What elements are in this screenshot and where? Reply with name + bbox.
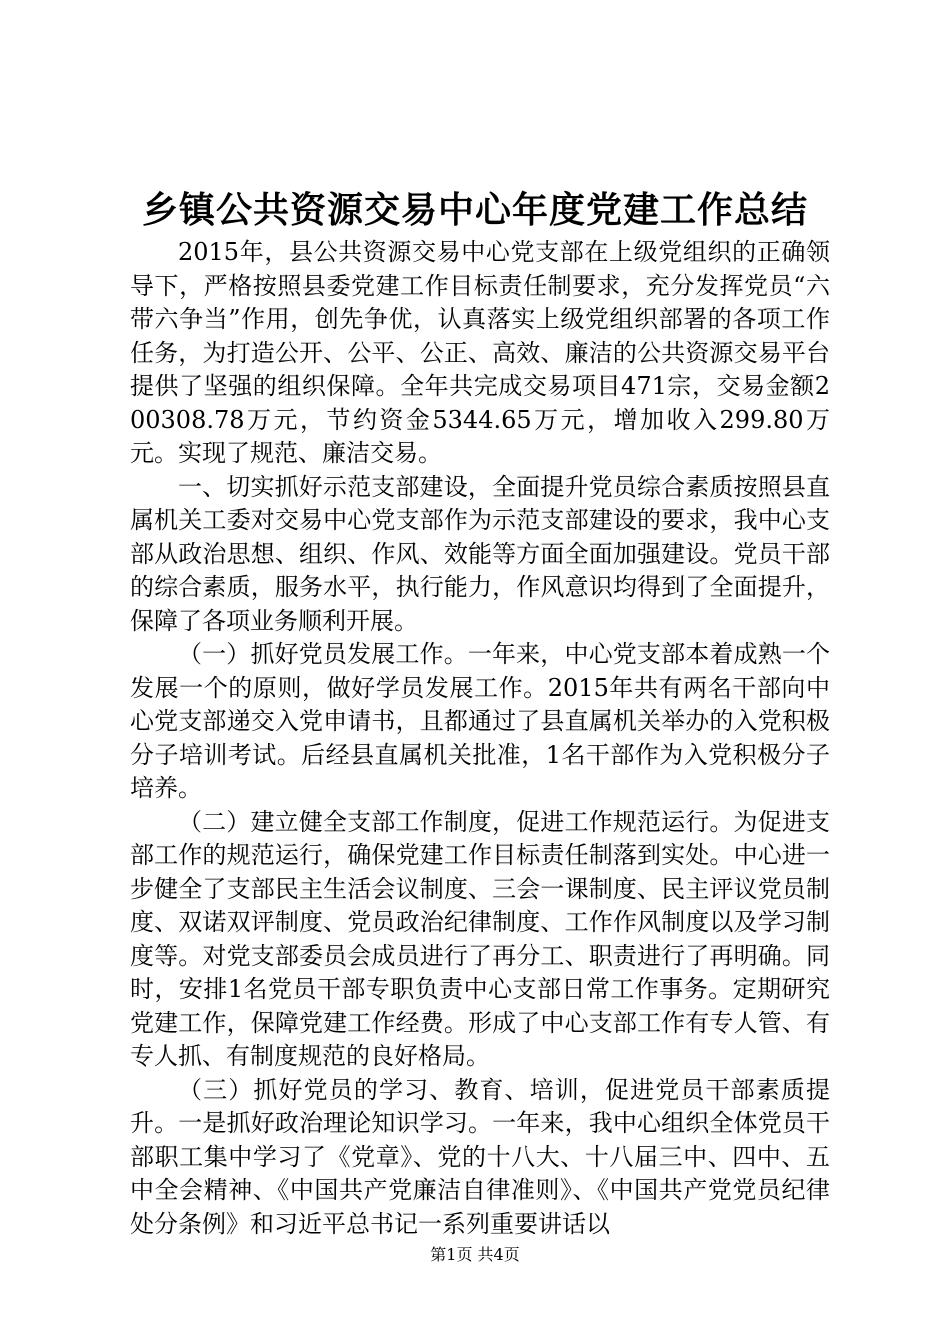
paragraph-subsection-three: （三）抓好党员的学习、教育、培训，促进党员干部素质提升。一是抓好政治理论知识学习。一年来，我中心组织全体党员干部职工集中学习了《党章》、党的十八大、十八届三中、四中、五中全会精神、《中国共产党廉洁自律准则》、《中国共产党党员纪律处分条例》和习近平总书记一系列重要讲话以 (130, 1075, 830, 1238)
document-title: 乡镇公共资源交易中心年度党建工作总结 (141, 189, 808, 231)
paragraph-section-one: 一、切实抓好示范支部建设，全面提升党员综合素质按照县直属机关工委对交易中心党支部作为示范支部建设的要求，我中心支部从政治思想、组织、作风、效能等方面全面加强建设。党员干部的综合素质，服务水平，执行能力，作风意识均得到了全面提升，保障了各项业务顺利开展。 (130, 472, 830, 635)
paragraph-subsection-two: （二）建立健全支部工作制度，促进工作规范运行。为促进支部工作的规范运行，确保党建工作目标责任制落到实处。中心进一步健全了支部民主生活会议制度、三会一课制度、民主评议党员制度、双诺双评制度、党员政治纪律制度、工作作风制度以及学习制度等。对党支部委员会成员进行了再分工、职责进行了再明确。同时，安排1名党员干部专职负责中心支部日常工作事务。定期研究党建工作，保障党建工作经费。形成了中心支部工作有专人管、有专人抓、有制度规范的良好格局。 (130, 807, 830, 1070)
paragraph-subsection-one: （一）抓好党员发展工作。一年来，中心党支部本着成熟一个发展一个的原则，做好学员发展工作。2015年共有两名干部向中心党支部递交入党申请书，且都通过了县直属机关举办的入党积极分子培训考试。后经县直属机关批准，1名干部作为入党积极分子培养。 (130, 640, 830, 802)
page-footer: 第1页 共4页 (430, 1245, 520, 1264)
paragraph-intro: 2015年，县公共资源交易中心党支部在上级党组织的正确领导下，严格按照县委党建工作目标责任制要求，充分发挥党员“六带六争当”作用，创先争优，认真落实上级党组织部署的各项工作任务，为打造公开、公平、公正、高效、廉洁的公共资源交易平台提供了坚强的组织保障。全年共完成交易项目471宗，交易金额200308.78万元，节约资金5344.65万元，增加收入299.80万元。实现了规范、廉洁交易。 (130, 238, 830, 467)
document-body (130, 236, 830, 1241)
